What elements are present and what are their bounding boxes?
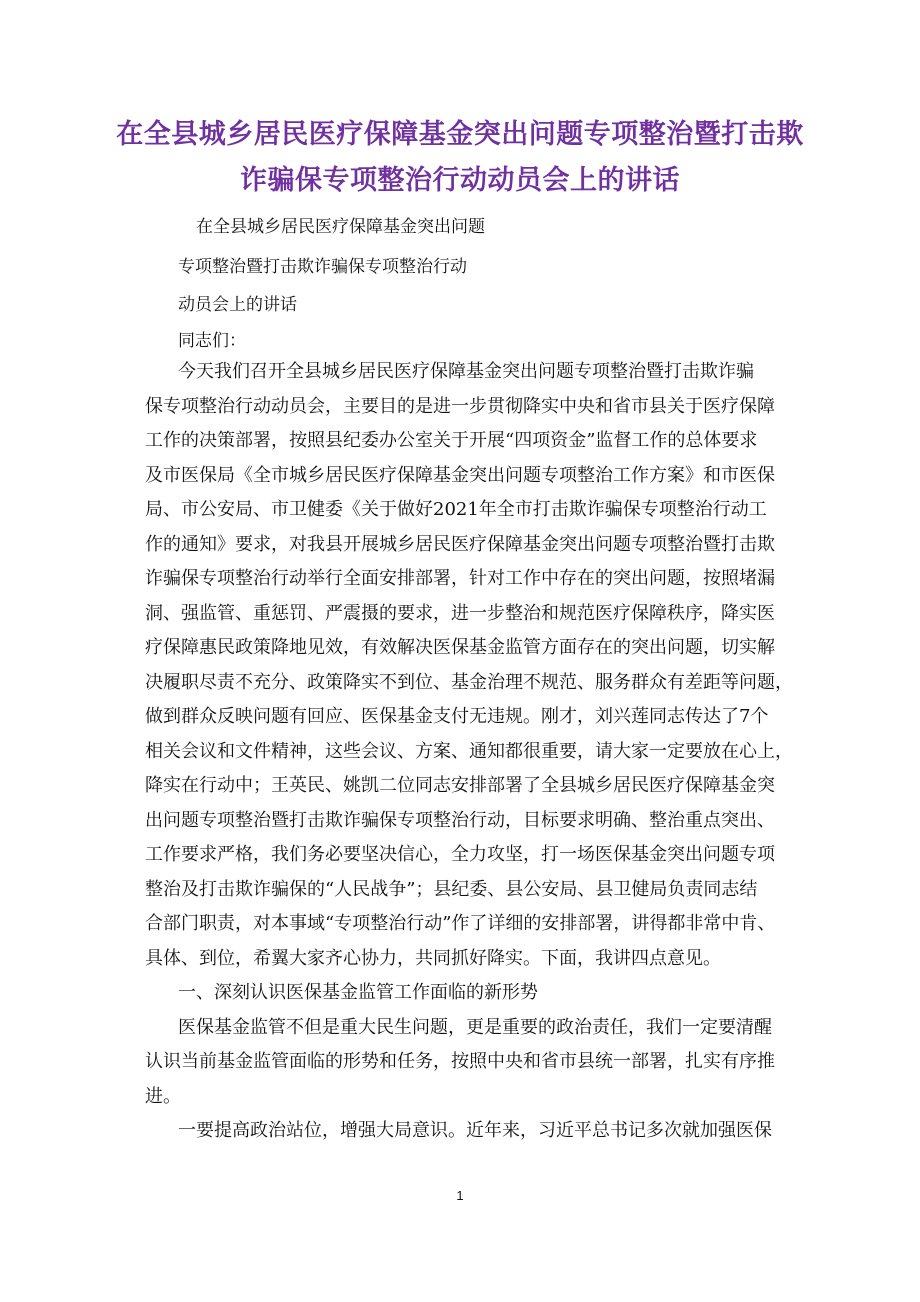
paragraph-1-line: 保专项整治行动动员会，主要目的是进一步贯彻降实中央和省市县关于医疗保障 [145,395,775,417]
page-number: 1 [456,1188,464,1203]
paragraph-1-line: 整治及打击欺诈骗保的“人民战争”；县纪委、县公安局、县卫健局负责同志结 [145,878,758,900]
paragraph-1 [145,355,795,1149]
paragraph-1-line: 工作要求严格，我们务必要坚决信心，全力攻坚，打一场医保基金突出问题专项 [145,844,775,865]
subtitle-line-2: 专项整治暨打击欺诈骗保专项整治行动 [178,257,467,277]
paragraph-1-line: 及市医保局《全市城乡居民医疗保障基金突出问题专项整治工作方案》和市医保 [145,464,775,486]
subtitle-line-1: 在全县城乡居民医疗保障基金突出问题 [196,217,485,237]
paragraph-2-line: 医保基金监管不但是重大民生问题，更是重要的政治责任，我们一定要清醒 [178,1016,772,1038]
paragraph-1-line: 具体、到位，希翼大家齐心协力，共同抓好降实。下面，我讲四点意见。 [145,947,721,969]
paragraph-2-line: 认识当前基金监管面临的形势和任务，按照中央和省市县统一部署，扎实有序推 [145,1051,775,1072]
paragraph-1-line: 合部门职责，对本事域“专项整治行动”作了详细的安排部署，讲得都非常中肯、 [145,913,776,934]
section-1-heading: 一、深刻认识医保基金监管工作面临的新形势 [178,982,538,1003]
paragraph-1-line: 出问题专项整治暨打击欺诈骗保专项整治行动，目标要求明确、整治重点突出、 [145,809,775,831]
subtitle-line-3: 动员会上的讲话 [178,295,297,315]
paragraph-2-line: 进。 [145,1085,181,1107]
paragraph-1-line: 做到群众反映问题有回应、医保基金支付无违规。刚才，刘兴莲同志传达了7个 [145,706,769,727]
paragraph-3-line: 一要提高政治站位，增强大局意识。近年来，习近平总书记多次就加强医保 [178,1120,772,1141]
greeting: 同志们： [178,331,246,351]
paragraph-1-line: 局、市公安局、市卫健委《关于做好2021年全市打击欺诈骗保专项整治行动工 [145,499,767,520]
document-title-line-1: 在全县城乡居民医疗保障基金突出问题专项整治暨打击欺 [116,119,804,150]
paragraph-1-line: 相关会议和文件精神，这些会议、方案、通知都很重要，请大家一定要放在心上， [145,740,793,762]
document-title [110,112,810,204]
paragraph-1-line: 决履职尽责不充分、政策降实不到位、基金治理不规范、服务群众有差距等问题， [145,671,793,693]
paragraph-1-line: 洞、强监管、重惩罚、严震摄的要求，进一步整治和规范医疗保障秩序，降实医 [145,602,775,624]
paragraph-1-line: 降实在行动中；王英民、姚凯二位同志安排部署了全县城乡居民医疗保障基金突 [145,775,775,796]
paragraph-1-line: 工作的决策部署，按照县纪委办公室关于开展“四项资金”监督工作的总体要求 [145,430,758,451]
document-title-line-2: 诈骗保专项整治行动动员会上的讲话 [240,165,680,196]
paragraph-1-line: 疗保障惠民政策降地见效，有效解决医保基金监管方面存在的突出问题，切实解 [145,637,775,658]
paragraph-1-line: 作的通知》要求，对我县开展城乡居民医疗保障基金突出问题专项整治暨打击欺 [145,533,775,555]
paragraph-1-line: 今天我们召开全县城乡居民医疗保障基金突出问题专项整治暨打击欺诈骗 [178,361,754,382]
paragraph-1-line: 诈骗保专项整治行动举行全面安排部署，针对工作中存在的突出问题，按照堵漏 [145,568,775,589]
